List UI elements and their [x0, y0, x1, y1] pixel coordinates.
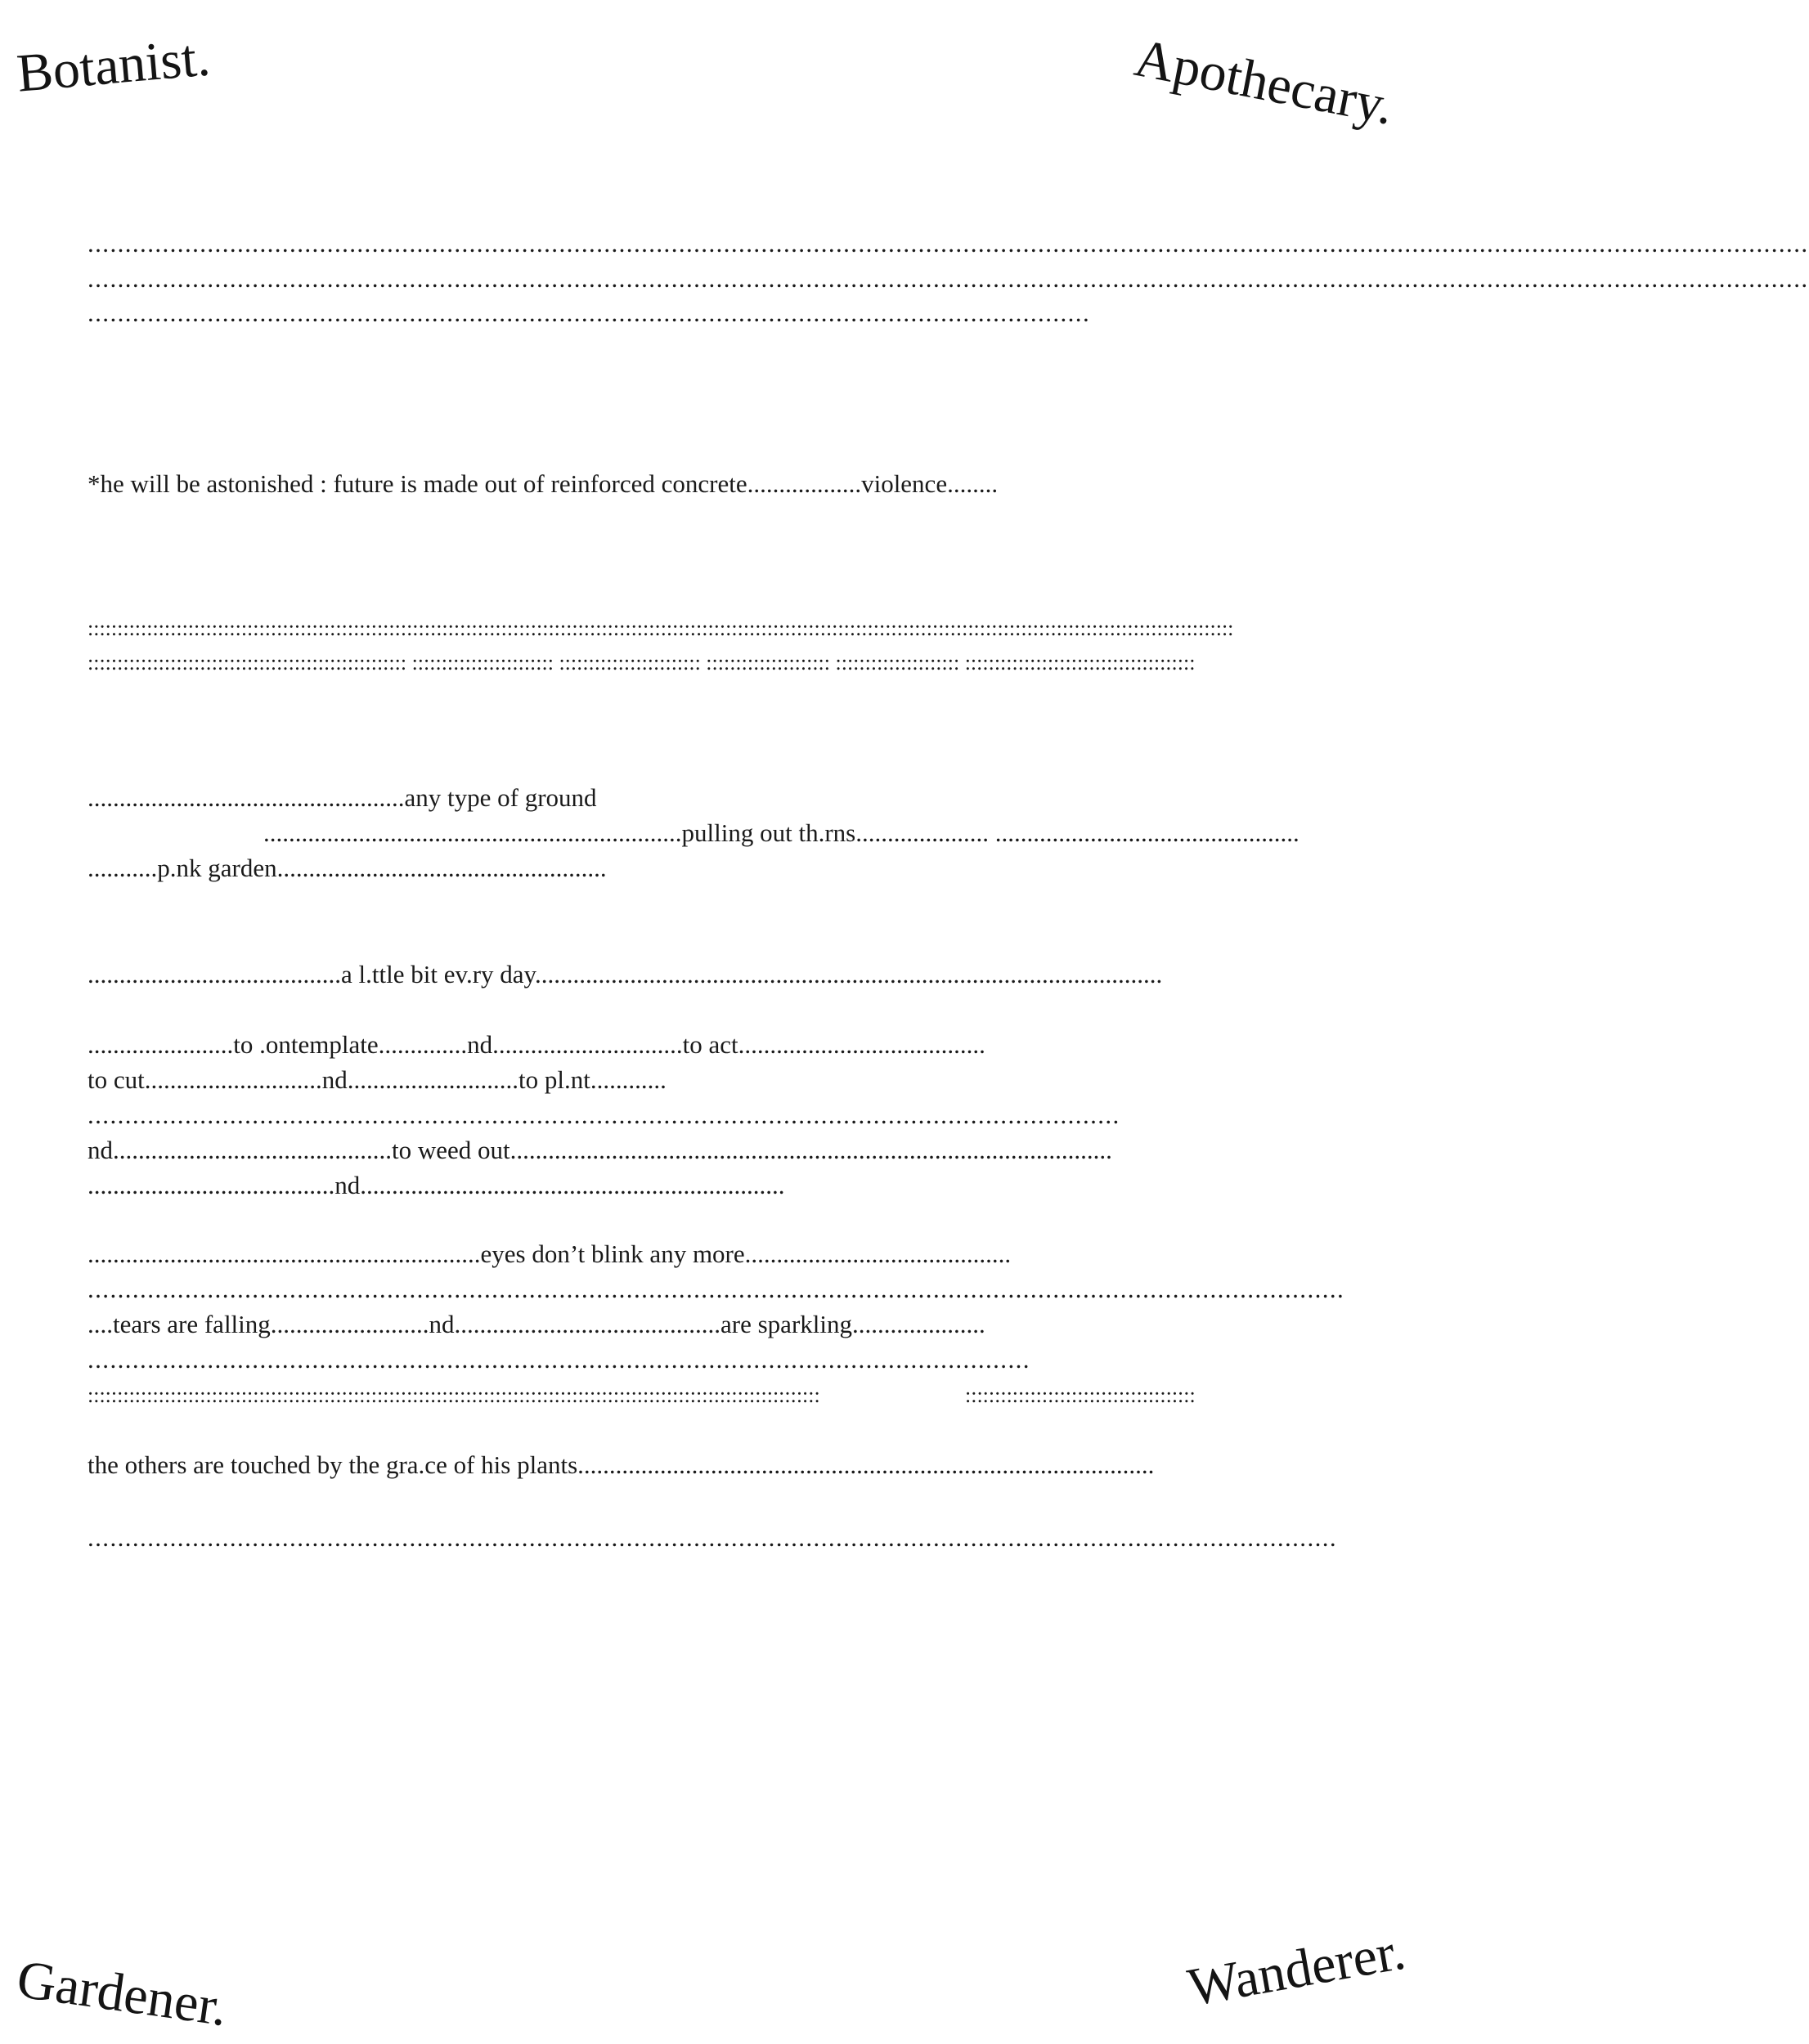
dotted-line: ........................................................................................................................................................................ [88, 1275, 1345, 1303]
dotted-line: ...................................................................................................................................................................................................................................... [88, 264, 1809, 293]
poem-line-cut: to cut............................nd...........................to pl.nt............ [88, 1065, 667, 1094]
poem-line-every-day: ........................................a l.ttle bit ev.ry day................................................................................................... [88, 960, 1163, 988]
poem-line-garden: ...........p.nk garden.................................................... [88, 854, 607, 882]
dotted-line: ...................................................................................................................................................................................................................................... [88, 229, 1809, 258]
dotted-line: ....................................................................................................................................................................... [88, 1523, 1338, 1552]
dotted-line: .............................................................................................................................. [88, 1345, 1030, 1374]
colon-line: ::::::::::::::::::::::::::::::::::::::: [965, 1383, 1196, 1407]
poem-line-thorns: ..................................................................pulling out th.rns..................... ................................................ [263, 818, 1300, 847]
poem-line-contemplate: .......................to .ontemplate..............nd..............................to act....................................... [88, 1030, 985, 1059]
poem-line-weed: nd............................................to weed out............................................................................................... [88, 1136, 1112, 1164]
poem-line-eyes: ..............................................................eyes don’t blink any more.......................................... [88, 1239, 1012, 1268]
corner-label-botanist: Botanist. [14, 27, 213, 104]
poem-line-astonished: *he will be astonished : future is made out of reinforced concrete..................violence........ [88, 469, 999, 498]
poem-line-tears: ....tears are falling.........................nd..........................................are sparkling..................... [88, 1310, 985, 1338]
corner-label-wanderer: Wanderer. [1183, 1921, 1410, 2018]
poem-line-nd: .......................................nd................................................................... [88, 1171, 785, 1199]
colon-line: :::::::::::::::::::::::::::::::::::::::::::::::::::::: :::::::::::::::::::::::: :::::::::::::::::::::::: ::::::::::::::::::::: ::::::::::::::::::::: ::::::::::::::::::::::::::::::::::::::: [88, 651, 1196, 675]
corner-label-gardener: Gardener. [13, 1949, 231, 2038]
poem-line-ground: ..................................................any type of ground [88, 783, 597, 812]
corner-label-apothecary: Apothecary. [1129, 28, 1398, 137]
dotted-line: .......................................................................................................................................... [88, 1100, 1120, 1129]
colon-line: :::::::::::::::::::::::::::::::::::::::::::::::::::::::::::::::::::::::::::::::::::::::::::::::::::::::::::::::::::::::::::::::::::::::::::::::::::::::::::::::::::::::::::::::::::::::::::::::::: [88, 616, 1234, 640]
dotted-line: ...................................................................................................................................... [88, 298, 1091, 327]
poem-line-grace: the others are touched by the gra.ce of his plants........................................................................................... [88, 1450, 1155, 1479]
colon-line: :::::::::::::::::::::::::::::::::::::::::::::::::::::::::::::::::::::::::::::::::::::::::::::::::::::::::::::::::::::::::::: [88, 1383, 820, 1407]
